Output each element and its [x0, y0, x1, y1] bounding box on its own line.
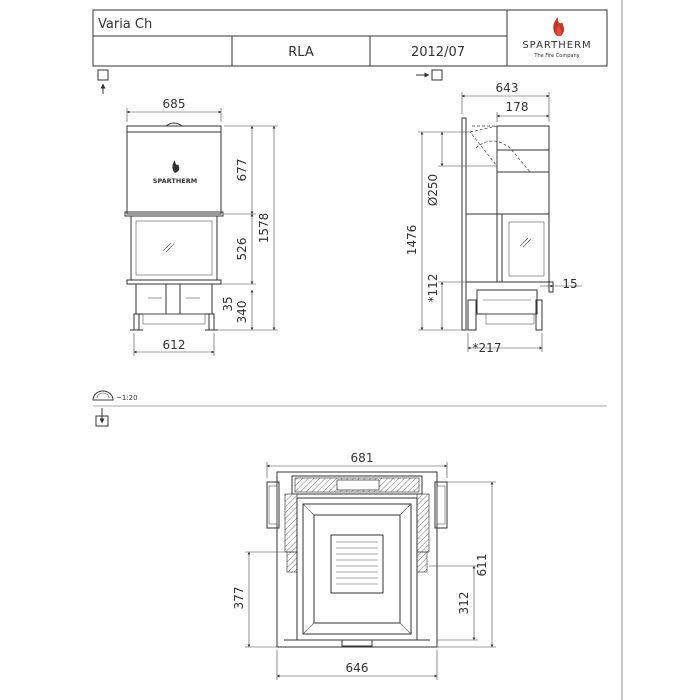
model-name: Varia Ch [98, 17, 153, 32]
dim-front-h-base: 35 [221, 296, 235, 312]
dim-plan-depth-right: 312 [457, 591, 471, 615]
dim-front-h-total: 1578 [257, 212, 271, 244]
side-view-icon [416, 70, 442, 80]
front-view-icon [98, 70, 108, 94]
dim-plan-depth-total: 611 [475, 553, 489, 577]
dim-plan-width-outer: 681 [350, 451, 374, 465]
dim-front-h-window: 526 [235, 237, 249, 261]
dim-side-depth-total: 643 [495, 81, 519, 95]
plan-view [232, 451, 496, 680]
front-view [125, 97, 278, 356]
brand-name: SPARTHERM [522, 40, 592, 51]
front-flame-icon [172, 160, 179, 173]
front-logo-text: SPARTHERM [152, 177, 198, 185]
plan-view-icon [96, 408, 108, 426]
dim-side-h-inlet: *112 [426, 273, 440, 303]
dim-side-height-total: 1476 [405, 224, 419, 256]
revision-date: 2012/07 [410, 45, 466, 60]
dim-side-depth-flue: 178 [505, 100, 529, 114]
dim-front-h-leg: 340 [235, 300, 249, 324]
dim-front-width-top: 685 [162, 97, 186, 111]
dim-side-offset-right: 15 [562, 277, 578, 291]
side-view [405, 81, 582, 355]
brand-tagline: The Fire Company [534, 53, 580, 59]
dim-side-flue-diameter: Ø250 [426, 173, 440, 207]
variant-code: RLA [288, 45, 314, 60]
dim-front-h-upper: 677 [235, 158, 249, 182]
dim-side-depth-base: *217 [472, 341, 502, 355]
dim-plan-depth-left: 377 [232, 586, 246, 610]
brand-logo [522, 17, 591, 59]
dim-front-width-bottom: 612 [162, 338, 186, 352]
title-block [93, 10, 607, 66]
scale-label: ~1:20 [116, 394, 138, 402]
dim-plan-width-inner: 646 [345, 661, 369, 675]
scale-indicator [93, 391, 138, 402]
